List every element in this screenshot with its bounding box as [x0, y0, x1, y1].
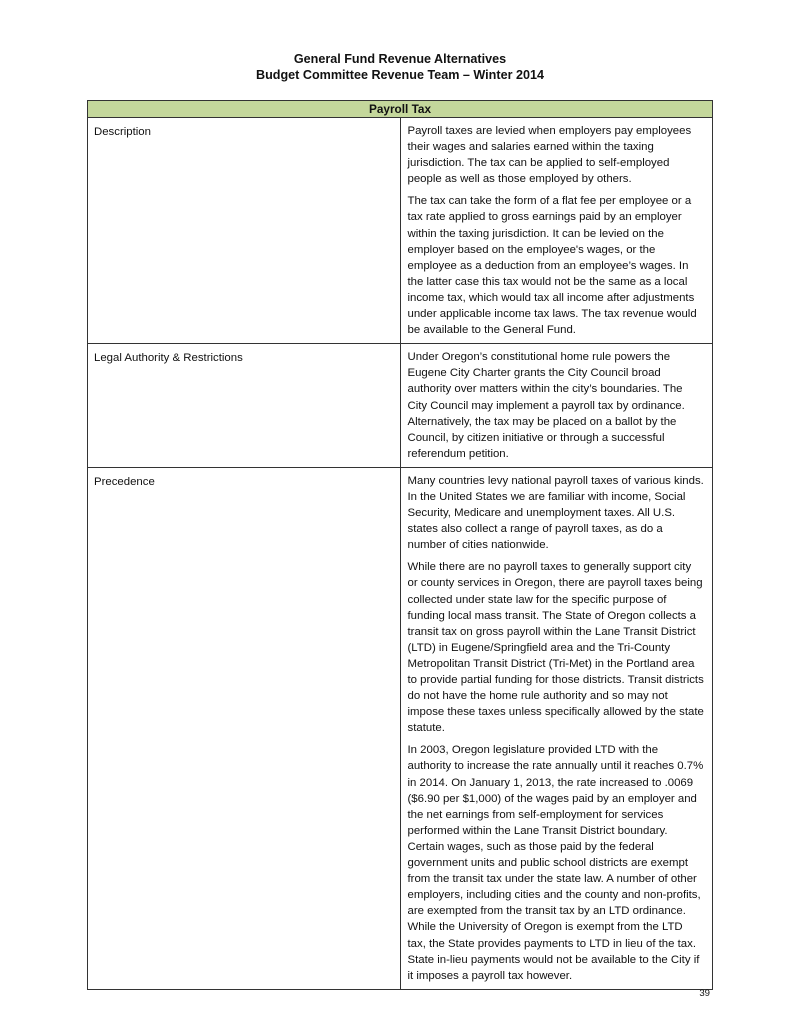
- revenue-alternative-table: [87, 100, 713, 990]
- paragraph: Many countries levy national payroll taxes of various kinds. In the United States we are familiar with income, Social Security, Medicare and unemployment taxes. All U.S. states also collect a range of payroll taxes, as do a number of cities nationwide.: [407, 474, 704, 552]
- table-topic-heading: Payroll Tax: [88, 101, 713, 118]
- table-row-description: [88, 118, 713, 344]
- paragraph: Under Oregon’s constitutional home rule powers the Eugene City Charter grants the City Council broad authority over matters within the city’s boundaries. The City Council may implement a payroll tax by ordinance. Alternatively, the tax may be placed on a ballot by the Council, by citizen initiative or through a successful referendum petition.: [407, 351, 685, 460]
- row-content-precedence: [400, 467, 713, 989]
- document-title: General Fund Revenue Alternatives: [293, 52, 507, 66]
- document-header: [0, 51, 800, 83]
- document-subtitle: Budget Committee Revenue Team – Winter 2014: [256, 68, 544, 82]
- paragraph: The tax can take the form of a flat fee per employee or a tax rate applied to gross earnings paid by an employer within the taxing jurisdiction. It can be levied on the employer based on the employee's wages, or the employee as a deduction from an employee’s wages. In the latter case this tax would not be the same as a local income tax, which would tax all income after adjustments under applicable income tax laws. The tax revenue would be available to the General Fund.: [407, 195, 697, 337]
- paragraph: In 2003, Oregon legislature provided LTD with the authority to increase the rate annually until it reaches 0.7% in 2014. On January 1, 2013, the rate increased to .0069 ($6.90 per $1,000) of the wages paid by an employer and the net earnings from self-employment for services performed within the Lane Transit District boundary. Certain wages, such as those paid by the federal government units and public school districts are exempt from the transit tax under the state law. A number of other employers, including cities and the county and non-profits, are exempted from the transit tax by an LTD ordinance. While the University of Oregon is exempt from the LTD tax, the State provides payments to LTD in lieu of the tax. State in-lieu payments would not be available to the City if it imposes a payroll tax however.: [407, 744, 704, 982]
- paragraph: Payroll taxes are levied when employers pay employees their wages and salaries earned within the taxing jurisdiction. The tax can be applied to self-employed people as well as those employed by others.: [407, 125, 692, 186]
- row-label-description: Description: [88, 118, 401, 344]
- table-row-legal-authority: [88, 344, 713, 468]
- table-row-precedence: [88, 467, 713, 989]
- page-number: 39: [699, 988, 710, 999]
- row-content-description: [400, 118, 713, 344]
- row-label-precedence: Precedence: [88, 467, 401, 989]
- paragraph: While there are no payroll taxes to generally support city or county services in Oregon, there are payroll taxes being collected under state law for the specific purpose of funding local mass transit. The State of Oregon collects a transit tax on gross payroll within the Lane Transit District (LTD) in Eugene/Springfield area and the Tri-County Metropolitan Transit District (Tri-Met) in the Portland area to provide partial funding for those districts. Transit districts do not have the home rule authority and so may not impose these taxes unless specifically allowed by the state statute.: [407, 561, 704, 735]
- table-header-row: [88, 101, 713, 118]
- row-content-legal-authority: [400, 344, 713, 468]
- row-label-legal-authority: Legal Authority & Restrictions: [88, 344, 401, 468]
